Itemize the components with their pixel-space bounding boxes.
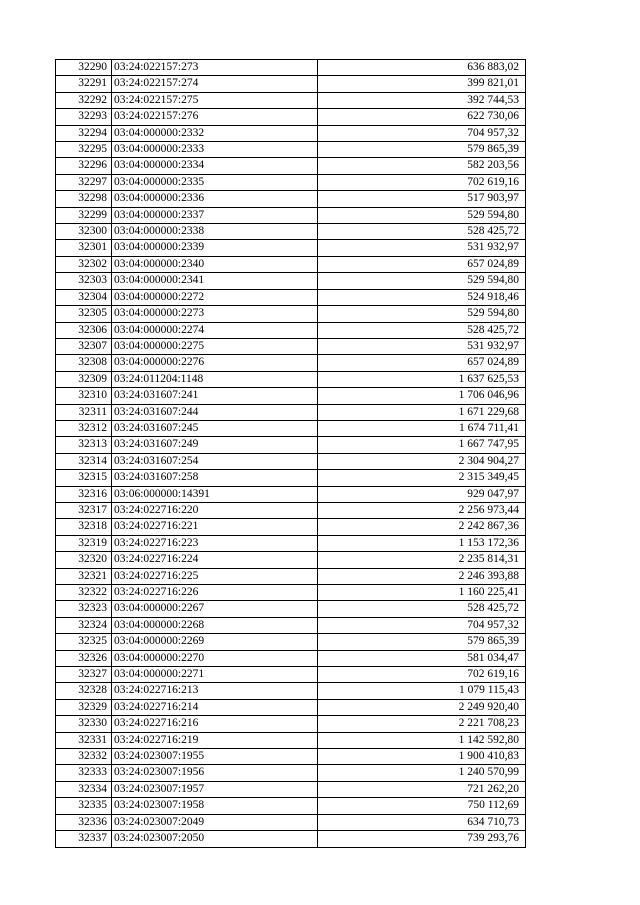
- table-row: [56, 781, 526, 797]
- row-number-cell: 32301: [56, 240, 112, 256]
- value-cell: 581 034,47: [318, 650, 526, 666]
- value-cell: 2 256 973,44: [318, 502, 526, 518]
- cadastral-number-cell: 03:06:000000:14391: [112, 486, 318, 502]
- table-row: [56, 486, 526, 502]
- value-cell: 622 730,06: [318, 109, 526, 125]
- value-cell: 531 932,97: [318, 338, 526, 354]
- value-cell: 2 242 867,36: [318, 519, 526, 535]
- cadastral-number-cell: 03:04:000000:2271: [112, 667, 318, 683]
- cadastral-number-cell: 03:24:022716:225: [112, 568, 318, 584]
- row-number-cell: 32327: [56, 667, 112, 683]
- table-row: [56, 306, 526, 322]
- row-number-cell: 32312: [56, 420, 112, 436]
- value-cell: 529 594,80: [318, 273, 526, 289]
- row-number-cell: 32293: [56, 109, 112, 125]
- value-cell: 1 674 711,41: [318, 420, 526, 436]
- value-cell: 399 821,01: [318, 76, 526, 92]
- value-cell: 634 710,73: [318, 814, 526, 830]
- cadastral-number-cell: 03:24:022716:223: [112, 535, 318, 551]
- cadastral-number-cell: 03:04:000000:2276: [112, 355, 318, 371]
- cadastral-number-cell: 03:24:022716:219: [112, 732, 318, 748]
- cadastral-number-cell: 03:04:000000:2270: [112, 650, 318, 666]
- value-cell: 392 744,53: [318, 92, 526, 108]
- cadastral-number-cell: 03:04:000000:2340: [112, 256, 318, 272]
- cadastral-number-cell: 03:24:022716:213: [112, 683, 318, 699]
- row-number-cell: 32298: [56, 191, 112, 207]
- value-cell: 704 957,32: [318, 125, 526, 141]
- row-number-cell: 32294: [56, 125, 112, 141]
- row-number-cell: 32302: [56, 256, 112, 272]
- row-number-cell: 32296: [56, 158, 112, 174]
- table-row: [56, 667, 526, 683]
- data-table: [55, 59, 526, 848]
- cadastral-number-cell: 03:24:022716:220: [112, 502, 318, 518]
- value-cell: 702 619,16: [318, 667, 526, 683]
- table-row: [56, 289, 526, 305]
- table-row: [56, 699, 526, 715]
- table-row: [56, 453, 526, 469]
- table-row: [56, 125, 526, 141]
- table-row: [56, 420, 526, 436]
- cadastral-number-cell: 03:24:031607:244: [112, 404, 318, 420]
- value-cell: 531 932,97: [318, 240, 526, 256]
- value-cell: 524 918,46: [318, 289, 526, 305]
- row-number-cell: 32325: [56, 634, 112, 650]
- cadastral-number-cell: 03:24:031607:245: [112, 420, 318, 436]
- cadastral-number-cell: 03:04:000000:2341: [112, 273, 318, 289]
- table-row: [56, 601, 526, 617]
- cadastral-number-cell: 03:04:000000:2267: [112, 601, 318, 617]
- row-number-cell: 32306: [56, 322, 112, 338]
- table-row: [56, 502, 526, 518]
- cadastral-number-cell: 03:24:022716:214: [112, 699, 318, 715]
- cadastral-number-cell: 03:04:000000:2274: [112, 322, 318, 338]
- table-row: [56, 650, 526, 666]
- table-row: [56, 716, 526, 732]
- table-row: [56, 568, 526, 584]
- value-cell: 702 619,16: [318, 174, 526, 190]
- cadastral-number-cell: 03:04:000000:2339: [112, 240, 318, 256]
- cadastral-number-cell: 03:24:022157:274: [112, 76, 318, 92]
- value-cell: 529 594,80: [318, 306, 526, 322]
- row-number-cell: 32324: [56, 617, 112, 633]
- row-number-cell: 32337: [56, 831, 112, 847]
- table-row: [56, 470, 526, 486]
- cadastral-number-cell: 03:04:000000:2333: [112, 142, 318, 158]
- table-row: [56, 585, 526, 601]
- table-row: [56, 158, 526, 174]
- value-cell: 1 240 570,99: [318, 765, 526, 781]
- table-row: [56, 371, 526, 387]
- value-cell: 1 900 410,83: [318, 749, 526, 765]
- cadastral-number-cell: 03:24:022716:221: [112, 519, 318, 535]
- row-number-cell: 32290: [56, 60, 112, 76]
- cadastral-number-cell: 03:04:000000:2273: [112, 306, 318, 322]
- row-number-cell: 32291: [56, 76, 112, 92]
- value-cell: 528 425,72: [318, 322, 526, 338]
- table-row: [56, 109, 526, 125]
- row-number-cell: 32311: [56, 404, 112, 420]
- cadastral-number-cell: 03:24:023007:1956: [112, 765, 318, 781]
- cadastral-number-cell: 03:24:022157:276: [112, 109, 318, 125]
- table-row: [56, 552, 526, 568]
- cadastral-number-cell: 03:24:022157:275: [112, 92, 318, 108]
- cadastral-number-cell: 03:04:000000:2332: [112, 125, 318, 141]
- row-number-cell: 32299: [56, 207, 112, 223]
- table-row: [56, 634, 526, 650]
- cadastral-number-cell: 03:24:022716:224: [112, 552, 318, 568]
- row-number-cell: 32333: [56, 765, 112, 781]
- row-number-cell: 32297: [56, 174, 112, 190]
- value-cell: 1 142 592,80: [318, 732, 526, 748]
- table-row: [56, 437, 526, 453]
- cadastral-number-cell: 03:24:023007:1957: [112, 781, 318, 797]
- table-row: [56, 273, 526, 289]
- cadastral-number-cell: 03:24:022716:216: [112, 716, 318, 732]
- value-cell: 1 160 225,41: [318, 585, 526, 601]
- row-number-cell: 32309: [56, 371, 112, 387]
- row-number-cell: 32330: [56, 716, 112, 732]
- value-cell: 582 203,56: [318, 158, 526, 174]
- table-row: [56, 683, 526, 699]
- row-number-cell: 32328: [56, 683, 112, 699]
- table-row: [56, 224, 526, 240]
- row-number-cell: 32329: [56, 699, 112, 715]
- table-row: [56, 174, 526, 190]
- value-cell: 739 293,76: [318, 831, 526, 847]
- table-row: [56, 814, 526, 830]
- row-number-cell: 32304: [56, 289, 112, 305]
- value-cell: 2 235 814,31: [318, 552, 526, 568]
- value-cell: 579 865,39: [318, 634, 526, 650]
- table-row: [56, 831, 526, 847]
- cadastral-number-cell: 03:04:000000:2268: [112, 617, 318, 633]
- row-number-cell: 32314: [56, 453, 112, 469]
- row-number-cell: 32319: [56, 535, 112, 551]
- cadastral-number-cell: 03:04:000000:2337: [112, 207, 318, 223]
- value-cell: 529 594,80: [318, 207, 526, 223]
- table-row: [56, 322, 526, 338]
- table-row: [56, 355, 526, 371]
- value-cell: 517 903,97: [318, 191, 526, 207]
- row-number-cell: 32334: [56, 781, 112, 797]
- row-number-cell: 32331: [56, 732, 112, 748]
- cadastral-number-cell: 03:04:000000:2275: [112, 338, 318, 354]
- row-number-cell: 32295: [56, 142, 112, 158]
- table-row: [56, 519, 526, 535]
- table-row: [56, 207, 526, 223]
- table-row: [56, 404, 526, 420]
- cadastral-number-cell: 03:04:000000:2269: [112, 634, 318, 650]
- value-cell: 1 667 747,95: [318, 437, 526, 453]
- value-cell: 579 865,39: [318, 142, 526, 158]
- value-cell: 657 024,89: [318, 355, 526, 371]
- table-row: [56, 388, 526, 404]
- row-number-cell: 32335: [56, 798, 112, 814]
- row-number-cell: 32300: [56, 224, 112, 240]
- row-number-cell: 32326: [56, 650, 112, 666]
- cadastral-number-cell: 03:24:023007:2050: [112, 831, 318, 847]
- row-number-cell: 32303: [56, 273, 112, 289]
- cadastral-number-cell: 03:24:023007:1958: [112, 798, 318, 814]
- value-cell: 2 246 393,88: [318, 568, 526, 584]
- table-row: [56, 338, 526, 354]
- cadastral-number-cell: 03:24:022157:273: [112, 60, 318, 76]
- cadastral-number-cell: 03:04:000000:2334: [112, 158, 318, 174]
- row-number-cell: 32315: [56, 470, 112, 486]
- row-number-cell: 32332: [56, 749, 112, 765]
- table-row: [56, 76, 526, 92]
- cadastral-number-cell: 03:24:031607:258: [112, 470, 318, 486]
- value-cell: 1 706 046,96: [318, 388, 526, 404]
- cadastral-number-cell: 03:24:023007:1955: [112, 749, 318, 765]
- row-number-cell: 32318: [56, 519, 112, 535]
- cadastral-number-cell: 03:24:031607:241: [112, 388, 318, 404]
- cadastral-number-cell: 03:24:031607:249: [112, 437, 318, 453]
- table-row: [56, 256, 526, 272]
- row-number-cell: 32308: [56, 355, 112, 371]
- row-number-cell: 32317: [56, 502, 112, 518]
- cadastral-number-cell: 03:04:000000:2335: [112, 174, 318, 190]
- table-row: [56, 92, 526, 108]
- cadastral-number-cell: 03:24:031607:254: [112, 453, 318, 469]
- value-cell: 1 671 229,68: [318, 404, 526, 420]
- table-row: [56, 749, 526, 765]
- value-cell: 2 249 920,40: [318, 699, 526, 715]
- row-number-cell: 32336: [56, 814, 112, 830]
- table-row: [56, 535, 526, 551]
- row-number-cell: 32321: [56, 568, 112, 584]
- value-cell: 721 262,20: [318, 781, 526, 797]
- value-cell: 528 425,72: [318, 601, 526, 617]
- cadastral-number-cell: 03:04:000000:2338: [112, 224, 318, 240]
- cadastral-number-cell: 03:24:011204:1148: [112, 371, 318, 387]
- row-number-cell: 32313: [56, 437, 112, 453]
- value-cell: 929 047,97: [318, 486, 526, 502]
- table-row: [56, 142, 526, 158]
- value-cell: 1 153 172,36: [318, 535, 526, 551]
- cadastral-number-cell: 03:04:000000:2336: [112, 191, 318, 207]
- value-cell: 2 221 708,23: [318, 716, 526, 732]
- table-row: [56, 60, 526, 76]
- row-number-cell: 32322: [56, 585, 112, 601]
- value-cell: 657 024,89: [318, 256, 526, 272]
- value-cell: 636 883,02: [318, 60, 526, 76]
- value-cell: 528 425,72: [318, 224, 526, 240]
- table-row: [56, 798, 526, 814]
- value-cell: 1 079 115,43: [318, 683, 526, 699]
- row-number-cell: 32310: [56, 388, 112, 404]
- table-row: [56, 191, 526, 207]
- table-row: [56, 617, 526, 633]
- value-cell: 750 112,69: [318, 798, 526, 814]
- row-number-cell: 32292: [56, 92, 112, 108]
- row-number-cell: 32320: [56, 552, 112, 568]
- value-cell: 2 304 904,27: [318, 453, 526, 469]
- cadastral-number-cell: 03:04:000000:2272: [112, 289, 318, 305]
- row-number-cell: 32323: [56, 601, 112, 617]
- row-number-cell: 32316: [56, 486, 112, 502]
- cadastral-number-cell: 03:24:023007:2049: [112, 814, 318, 830]
- value-cell: 2 315 349,45: [318, 470, 526, 486]
- value-cell: 1 637 625,53: [318, 371, 526, 387]
- row-number-cell: 32307: [56, 338, 112, 354]
- value-cell: 704 957,32: [318, 617, 526, 633]
- table-body: [56, 60, 526, 848]
- table-row: [56, 765, 526, 781]
- table-row: [56, 732, 526, 748]
- row-number-cell: 32305: [56, 306, 112, 322]
- cadastral-number-cell: 03:24:022716:226: [112, 585, 318, 601]
- table-row: [56, 240, 526, 256]
